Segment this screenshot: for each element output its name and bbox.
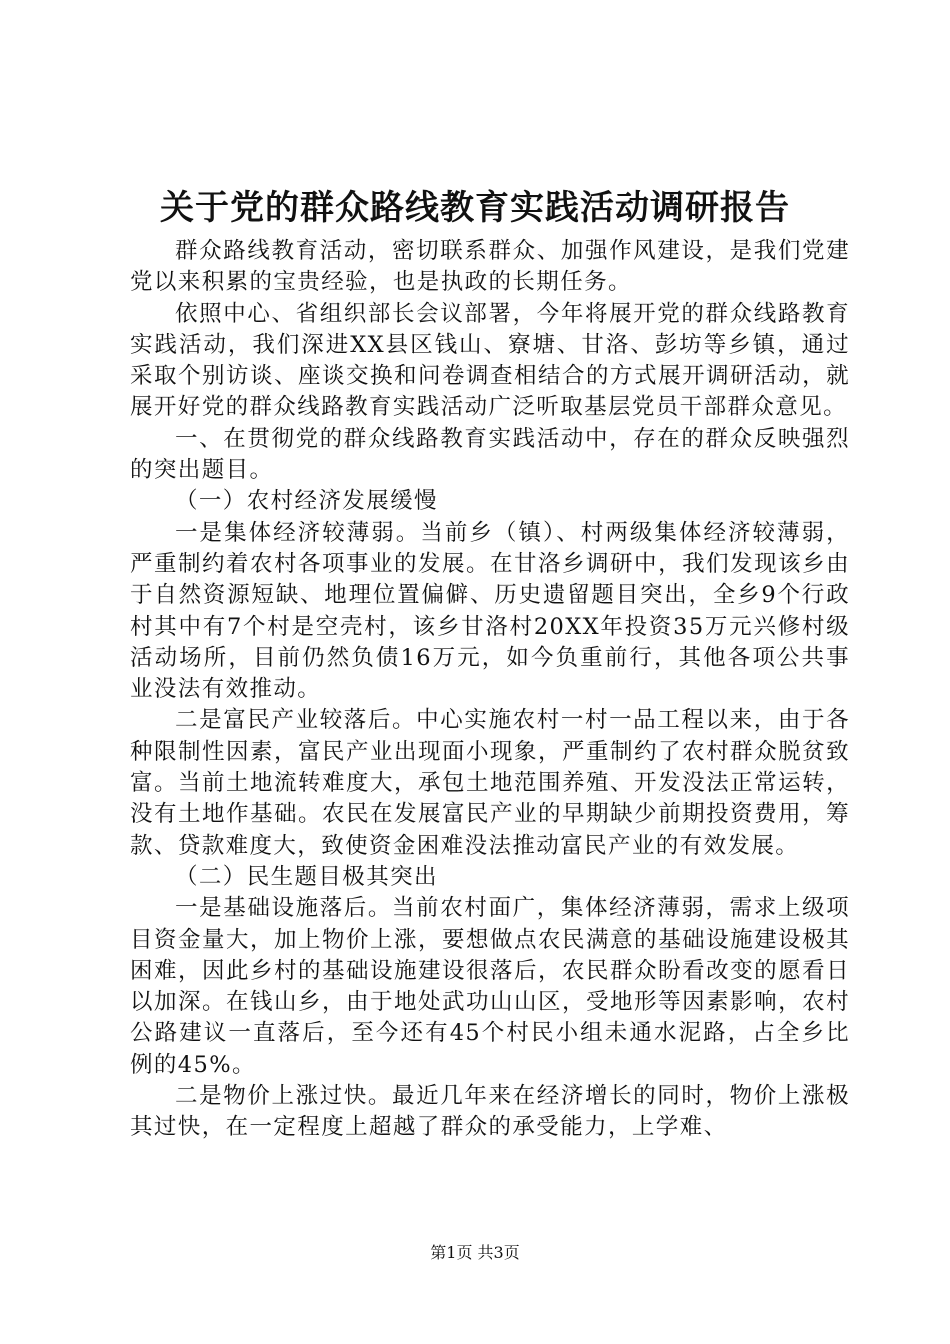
- document-title: 关于党的群众路线教育实践活动调研报告: [160, 188, 790, 228]
- paragraph: 依照中心、省组织部长会议部署，今年将展开党的群众线路教育实践活动，我们深进XX县区钱山、寮塘、甘洛、彭坊等乡镇，通过采取个别访谈、座谈交换和问卷调查相结合的方式展开调研活动，就展开好党的群众线路教育实践活动广泛听取基层党员干部群众意见。: [130, 300, 850, 421]
- document-body: [130, 236, 850, 1144]
- paragraph: 二是物价上涨过快。最近几年来在经济增长的同时，物价上涨极其过快，在一定程度上超越了群众的承受能力，上学难、: [130, 1083, 850, 1141]
- paragraph: 一是集体经济较薄弱。当前乡（镇）、村两级集体经济较薄弱，严重制约着农村各项事业的发展。在甘洛乡调研中，我们发现该乡由于自然资源短缺、地理位置偏僻、历史遗留题目突出，全乡9个行政村其中有7个村是空壳村，该乡甘洛村20XX年投资35万元兴修村级活动场所，目前仍然负债16万元，如今负重前行，其他各项公共事业没法有效推动。: [130, 519, 850, 703]
- paragraph: 群众路线教育活动，密切联系群众、加强作风建设，是我们党建党以来积累的宝贵经验，也是执政的长期任务。: [130, 238, 850, 296]
- subsection-heading: （二）民生题目极其突出: [175, 863, 438, 890]
- subsection-heading: （一）农村经济发展缓慢: [175, 488, 438, 515]
- paragraph: 二是富民产业较落后。中心实施农村一村一品工程以来，由于各种限制性因素，富民产业出现面小现象，严重制约了农村群众脱贫致富。当前土地流转难度大，承包土地范围养殖、开发没法正常运转，没有土地作基础。农民在发展富民产业的早期缺少前期投资费用，筹款、贷款难度大，致使资金困难没法推动富民产业的有效发展。: [130, 707, 850, 859]
- section-heading: 一、在贯彻党的群众线路教育实践活动中，存在的群众反映强烈的突出题目。: [130, 425, 850, 484]
- page-number-footer: 第1页 共3页: [430, 1243, 520, 1262]
- paragraph: 一是基础设施落后。当前农村面广，集体经济薄弱，需求上级项目资金量大，加上物价上涨，要想做点农民满意的基础设施建设极其困难，因此乡村的基础设施建设很落后，农民群众盼看改变的愿看日以加深。在钱山乡，由于地处武功山山区，受地形等因素影响，农村公路建议一直落后，至今还有45个村民小组未通水泥路，占全乡比例的45%。: [130, 895, 850, 1078]
